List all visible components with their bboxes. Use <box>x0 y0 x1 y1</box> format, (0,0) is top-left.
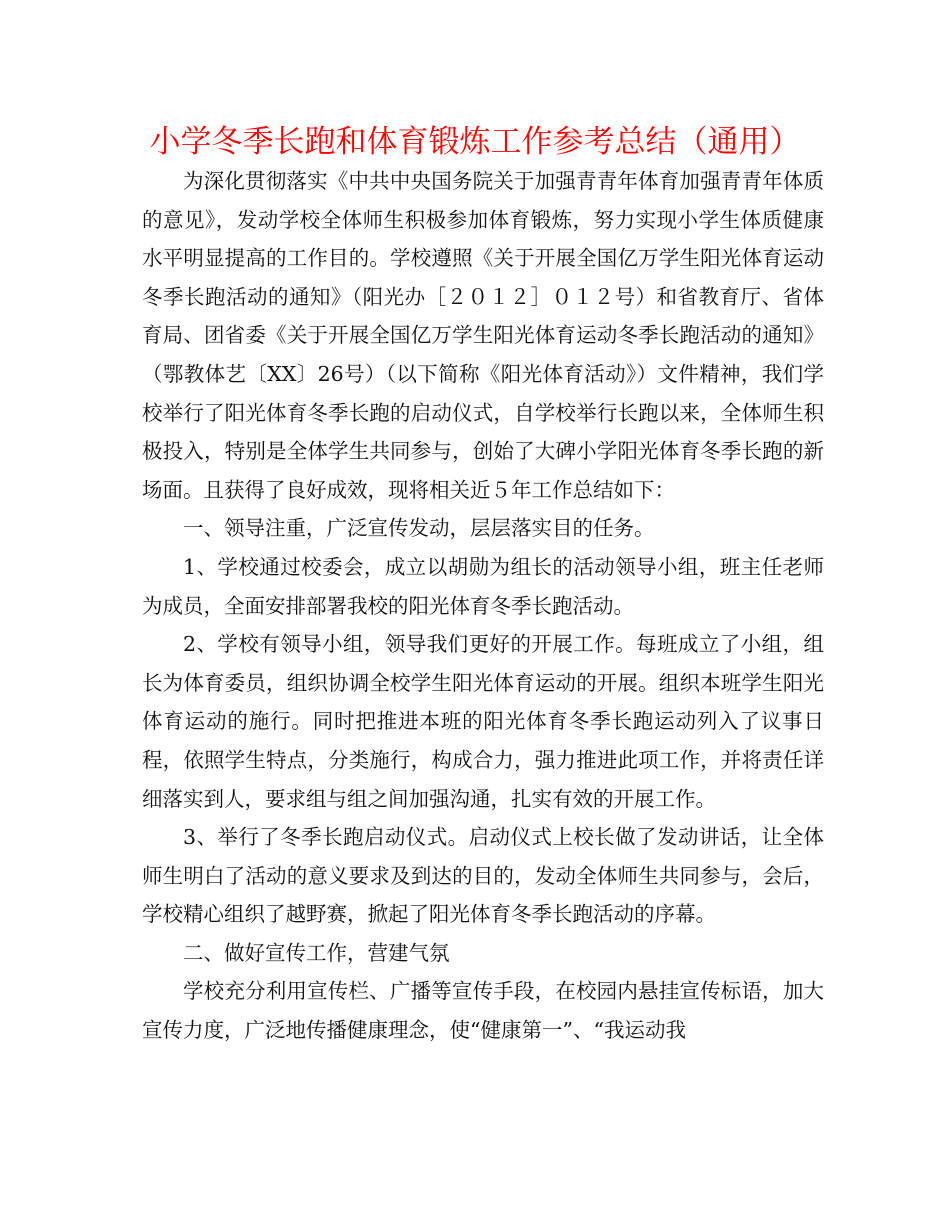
paragraph-item-3: 3、举行了冬季长跑启动仪式。启动仪式上校长做了发动讲话，让全体师生明白了活动的意义要求及到达的目的，发动全体师生共同参与，会后，学校精心组织了越野赛，掀起了阳光体育冬季长跑活动的序幕。 <box>142 825 824 927</box>
paragraph-intro: 为深化贯彻落实《中共中央国务院关于加强青青年体育加强青青年体质的意见》，发动学校全体师生积极参加体育锻炼，努力实现小学生体质健康水平明显提高的工作目的。学校遵照《关于开展全国亿万学生阳光体育运动冬季长跑活动的通知》（阳光办［２０１２］０１２号）和省教育厅、省体育局、团省委《关于开展全国亿万学生阳光体育运动冬季长跑活动的通知》（鄂教体艺〔XX〕26号）（以下简称《阳光体育活动》）文件精神，我们学校举行了阳光体育冬季长跑的启动仪式，自学校举行长跑以来，全体师生积极投入，特别是全体学生共同参与，创始了大碑小学阳光体育冬季长跑的新场面。且获得了良好成效，现将相关近５年工作总结如下： <box>142 169 824 502</box>
paragraph-item-2: 2、学校有领导小组，领导我们更好的开展工作。每班成立了小组，组长为体育委员，组织协调全校学生阳光体育运动的开展。组织本班学生阳光体育运动的施行。同时把推进本班的阳光体育冬季长跑运动列入了议事日程，依照学生特点，分类施行，构成合力，强力推进此项工作，并将责任详细落实到人，要求组与组之间加强沟通，扎实有效的开展工作。 <box>142 632 824 811</box>
document-title: 小学冬季长跑和体育锻炼工作参考总结（通用） <box>149 124 801 160</box>
section-heading-publicity: 二、做好宣传工作，营建气氛 <box>183 940 450 965</box>
paragraph-item-1: 1、学校通过校委会，成立以胡勋为组长的活动领导小组，班主任老师为成员，全面安排部署我校的阳光体育冬季长跑活动。 <box>142 554 824 618</box>
document-body <box>142 162 824 1050</box>
section-heading-leadership: 一、领导注重，广泛宣传发动，层层落实目的任务。 <box>183 516 655 541</box>
paragraph-publicity: 学校充分利用宣传栏、广播等宣传手段，在校园内悬挂宣传标语，加大宣传力度，广泛地传播健康理念，使“健康第一”、“我运动我 <box>142 979 824 1043</box>
